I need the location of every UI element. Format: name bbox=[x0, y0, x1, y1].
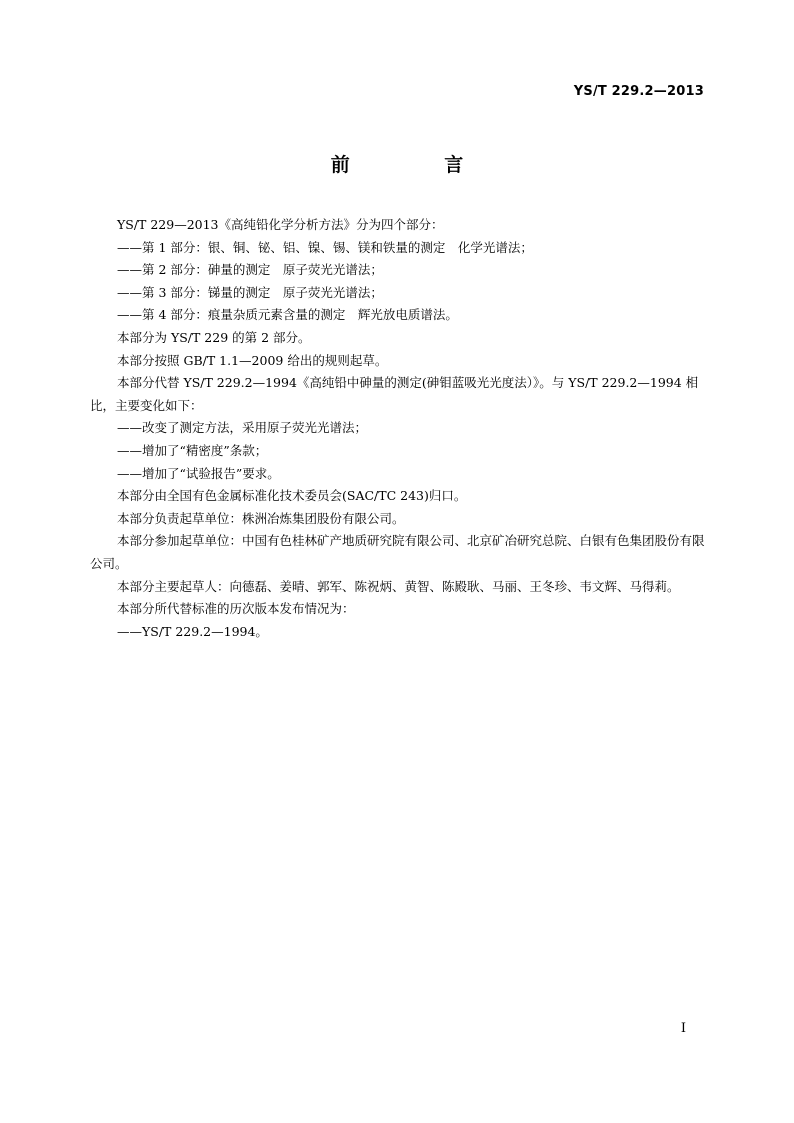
paragraph-drafting-rules: 本部分按照 GB/T 1.1—2009 给出的规则起草。 bbox=[117, 352, 388, 368]
list-item-change-report: ——增加了“试验报告”要求。 bbox=[117, 465, 280, 481]
foreword-body bbox=[90, 214, 706, 643]
list-item-change-precision: ——增加了“精密度”条款； bbox=[117, 442, 268, 458]
standard-code: YS/T 229.2—2013 bbox=[573, 84, 704, 99]
paragraph-version-history: 本部分所代替标准的历次版本发布情况为： bbox=[117, 601, 355, 617]
paragraph-this-part: 本部分为 YS/T 229 的第 2 部分。 bbox=[117, 329, 311, 345]
list-item-part-4: ——第 4 部分：痕量杂质元素含量的测定 辉光放电质谱法。 bbox=[117, 307, 458, 323]
list-item-part-3: ——第 3 部分：锑量的测定 原子荧光光谱法； bbox=[117, 284, 383, 300]
paragraph-participating-drafters: 本部分参加起草单位：中国有色桂林矿产地质研究院有限公司、北京矿冶研究总院、白银有色集团股份有限公司。 bbox=[90, 533, 705, 571]
paragraph-lead-drafter: 本部分负责起草单位：株洲冶炼集团股份有限公司。 bbox=[117, 510, 405, 526]
paragraph-main-authors: 本部分主要起草人：向德磊、姜晴、郭军、陈祝炳、黄智、陈殿耿、马丽、王冬珍、韦文辉、马得莉。 bbox=[117, 578, 680, 594]
paragraph-parts-intro: YS/T 229—2013《高纯铅化学分析方法》分为四个部分： bbox=[117, 217, 444, 232]
list-item-change-method: ——改变了测定方法，采用原子荧光光谱法； bbox=[117, 420, 368, 436]
list-item-part-1: ——第 1 部分：银、铜、铋、铝、镍、锡、镁和铁量的测定 化学光谱法； bbox=[117, 239, 533, 255]
paragraph-committee: 本部分由全国有色金属标准化技术委员会(SAC/TC 243)归口。 bbox=[117, 488, 467, 504]
page-title: 前 言 bbox=[330, 154, 508, 176]
list-item-previous-version: ——YS/T 229.2—1994。 bbox=[117, 623, 268, 639]
list-item-part-2: ——第 2 部分：砷量的测定 原子荧光光谱法； bbox=[117, 262, 383, 278]
paragraph-replacement: 本部分代替 YS/T 229.2—1994《高纯铅中砷量的测定(砷钼蓝吸光光度法）》。与 YS/T 229.2—1994 相比，主要变化如下： bbox=[90, 375, 699, 413]
page-number: I bbox=[680, 1021, 686, 1036]
